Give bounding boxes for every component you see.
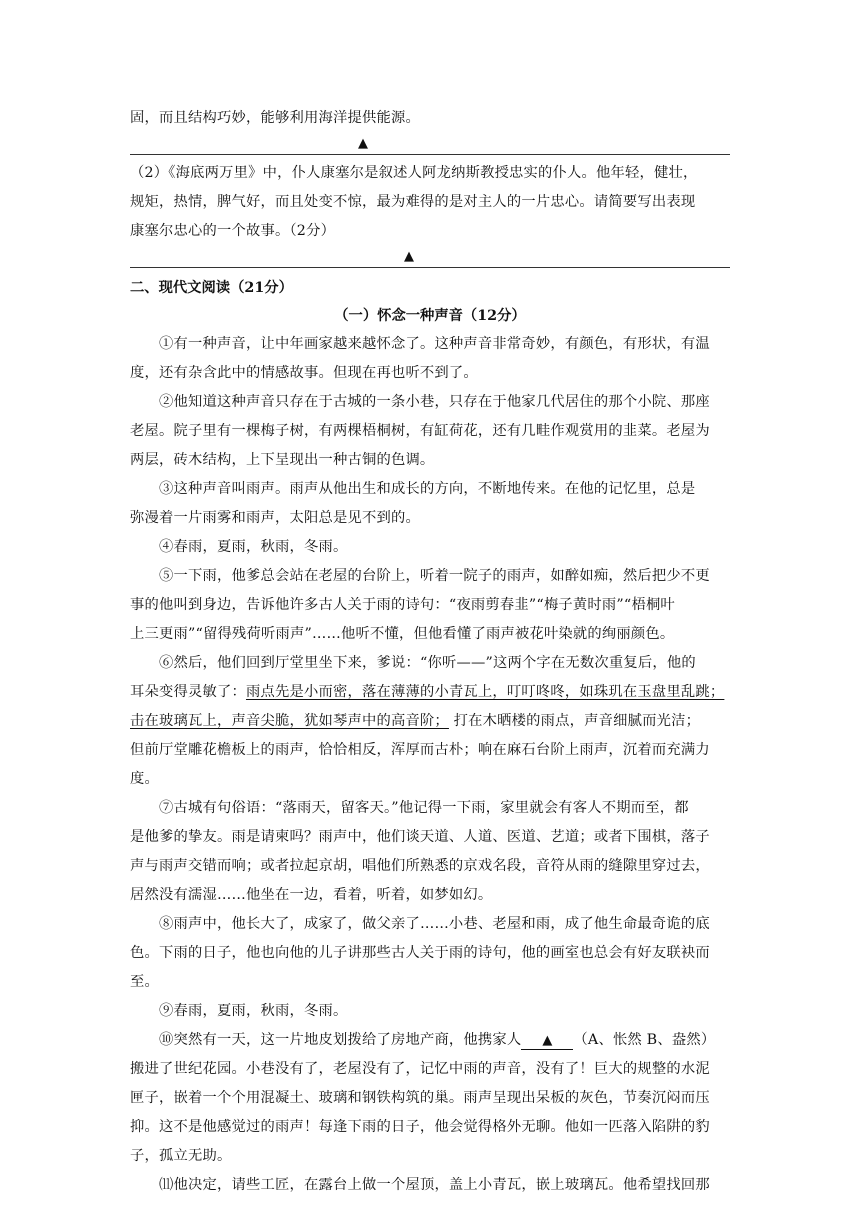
paragraph-1-line-2: 度，还有杂含此中的情感故事。但现在再也听不到了。 — [130, 365, 478, 381]
paragraph-10-line-3: 匣子，嵌着一个个用混凝土、玻璃和钢铁构筑的巢。雨声呈现出呆板的灰色，节奏沉闷而压 — [130, 1090, 710, 1106]
paragraph-1-line-1: ①有一种声音，让中年画家越来越怀念了。这种声音非常奇妙，有颜色，有形状，有温 — [159, 336, 710, 352]
answer-area-q2 — [130, 246, 730, 272]
q2-line-2: 规矩，热情，脾气好，而且处变不惊，最为难得的是对主人的一片忠心。请简要写出表现 — [130, 194, 696, 210]
paragraph-4: ④春雨，夏雨，秋雨，冬雨。 — [159, 539, 348, 555]
paragraph-6-line-2 — [130, 678, 730, 707]
paragraph-6-line-4: 但前厅堂雕花檐板上的雨声，恰恰相反，浑厚而古朴；响在麻石台阶上雨声，沉着而充满力 — [130, 742, 710, 758]
paragraph-6-line-3 — [130, 707, 730, 736]
paragraph-10-text: ⑩突然有一天，这一片地皮划拨给了房地产商，他携家人 — [159, 1032, 522, 1048]
paragraph-10-line-1 — [130, 1026, 730, 1055]
q2-line-1: （2）《海底两万里》中，仆人康塞尔是叙述人阿龙纳斯教授忠实的仆人。他年轻，健壮， — [130, 165, 698, 181]
answer-marker-triangle: ▲ — [404, 249, 414, 264]
paragraph-2-line-2: 老屋。院子里有一棵梅子树，有两棵梧桐树，有缸荷花，还有几畦作观赏用的韭菜。老屋为 — [130, 423, 710, 439]
paragraph-6-text: 打在木晒楼的雨点，声音细腻而光洁； — [448, 713, 701, 729]
paragraph-8-line-3: 至。 — [130, 974, 159, 990]
paragraph-3-line-1: ③这种声音叫雨声。雨声从他出生和成长的方向，不断地传来。在他的记忆里，总是 — [159, 481, 696, 497]
answer-area-q1 — [130, 133, 730, 159]
paragraph-10-line-4: 抑。这不是他感觉过的雨声！每逢下雨的日子，他会觉得格外无聊。他如一匹落入陷阱的豹 — [130, 1119, 710, 1135]
section-title: 二、现代文阅读（21分） — [130, 280, 293, 296]
q1-tail-text: 固，而且结构巧妙，能够利用海洋提供能源。 — [130, 110, 420, 126]
answer-marker-triangle: ▲ — [358, 136, 368, 151]
paragraph-7-line-3: 声与雨声交错而响；或者拉起京胡，唱他们所熟悉的京戏名段，音符从雨的缝隙里穿过去， — [130, 858, 710, 874]
paragraph-7-line-2: 是他爹的挚友。雨是请柬吗？雨声中，他们谈天道、人道、医道、艺道；或者下围棋，落子 — [130, 829, 710, 845]
paragraph-7-line-4: 居然没有濡湿……他坐在一边，看着，听着，如梦如幻。 — [130, 887, 493, 903]
paragraph-7-line-1: ⑦古城有句俗语：“落雨天，留客天。”他记得一下雨，家里就会有客人不期而至，都 — [159, 800, 689, 816]
paragraph-8-line-1: ⑧雨声中，他长大了，成家了，做父亲了……小巷、老屋和雨，成了他生命最奇诡的底 — [159, 916, 710, 932]
paragraph-11-line-1: ⑾他决定，请些工匠，在露台上做一个屋顶，盖上小青瓦，嵌上玻璃瓦。他希望找回那 — [159, 1177, 710, 1193]
paragraph-6-line-1: ⑥然后，他们回到厅堂里坐下来，爹说：“你听——”这两个字在无数次重复后，他的 — [159, 655, 696, 671]
fill-in-blank[interactable]: ▲ — [521, 1033, 573, 1050]
paragraph-5-line-2: 事的他叫到身边，告诉他许多古人关于雨的诗句：“夜雨剪春韭”“梅子黄时雨”“梧桐叶 — [130, 597, 675, 613]
blank-options: （A、怅然 B、盎然） — [573, 1032, 716, 1048]
paragraph-2-line-3: 两层，砖木结构，上下呈现出一种古铜的色调。 — [130, 452, 435, 468]
article-title: （一）怀念一种声音（12分） — [334, 308, 526, 324]
paragraph-5-line-1: ⑤一下雨，他爹总会站在老屋的台阶上，听着一院子的雨声，如醉如痴，然后把少不更 — [159, 568, 710, 584]
paragraph-10-line-5: 子，孤立无助。 — [130, 1148, 232, 1164]
exam-page — [130, 104, 730, 1200]
paragraph-8-line-2: 色。下雨的日子，他也向他的儿子讲那些古人关于雨的诗句，他的画室也总会有好友联袂而 — [130, 945, 710, 961]
paragraph-5-line-3: 上三更雨”“留得残荷听雨声”……他听不懂，但他看懂了雨声被花叶染就的绚丽颜色。 — [130, 626, 675, 642]
underlined-sentence: 击在玻璃瓦上，声音尖脆，犹如琴声中的高音阶； — [130, 713, 449, 729]
answer-line — [130, 267, 730, 268]
answer-line — [130, 154, 730, 155]
q2-line-3: 康塞尔忠心的一个故事。（2分） — [130, 223, 336, 239]
paragraph-2-line-1: ②他知道这种声音只存在于古城的一条小巷，只存在于他家几代居住的那个小院、那座 — [159, 394, 710, 410]
paragraph-3-line-2: 弥漫着一片雨雾和雨声，太阳总是见不到的。 — [130, 510, 420, 526]
paragraph-10-line-2: 搬进了世纪花园。小巷没有了，老屋没有了，记忆中雨的声音，没有了！巨大的规整的水泥 — [130, 1061, 710, 1077]
paragraph-6-text: 耳朵变得灵敏了： — [130, 684, 246, 700]
underlined-sentence: 雨点先是小而密，落在薄薄的小青瓦上，叮叮咚咚，如珠玑在玉盘里乱跳； — [245, 684, 725, 700]
paragraph-6-line-5: 度。 — [130, 771, 159, 787]
paragraph-9: ⑨春雨，夏雨，秋雨，冬雨。 — [159, 1003, 348, 1019]
